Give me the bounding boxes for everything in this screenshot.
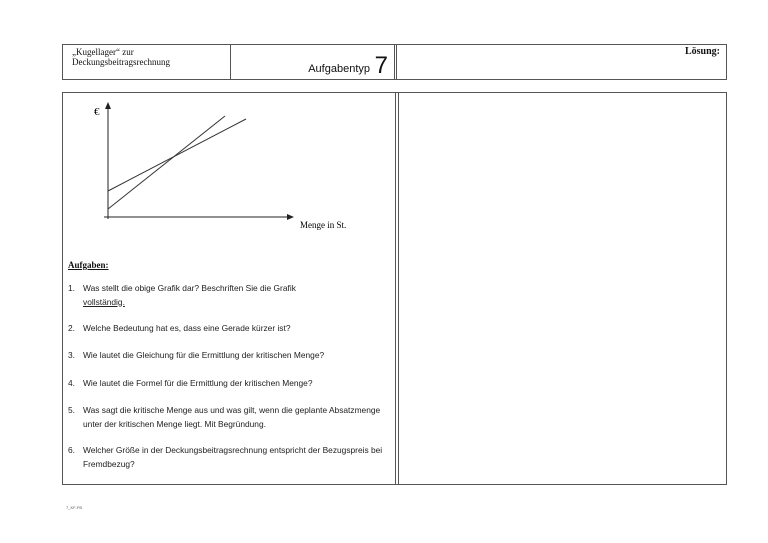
worksheet-title [63,45,231,79]
task-item [68,377,395,391]
task-item [68,282,395,309]
task-item [68,349,368,363]
task-text: Welche Bedeutung hat es, dass eine Gerade kürzer ist? [83,323,291,333]
y-axis-label: € [94,106,100,118]
task-text: Welcher Größe in der Deckungsbeitragsrechnung entspricht der Bezugspreis bei Fremdbezug? [83,445,383,469]
column-divider [395,93,399,484]
worksheet-body [62,92,727,485]
task-number: 3. [68,350,75,360]
task-number: 5. [68,405,75,415]
task-item [68,322,395,336]
x-axis-label: Menge in St. [300,220,347,230]
document-code: 7_KF-FB [66,505,83,510]
task-type-cell [231,45,397,79]
tasks-heading: Aufgaben: [68,260,109,270]
line-long [108,119,246,191]
task-text-wrapper [83,282,395,309]
task-type-label: Aufgabentyp [308,63,370,75]
cost-graph [63,93,395,243]
task-text: Wie lautet die Formel für die Ermittlung der kritischen Menge? [83,378,313,388]
solution-cell [397,45,726,79]
task-text-underlined: vollständig. [83,296,125,307]
task-text: Wie lautet die Gleichung für die Ermittlung der kritischen Menge? [83,350,325,360]
solution-label: Lösung: [684,46,720,57]
task-text: Was stellt die obige Grafik dar? Beschriften Sie die Grafik [83,283,296,293]
x-axis-arrow [287,214,294,220]
title-line-2: Deckungsbeitragsrechnung [72,57,170,67]
title-line-1: „Kugellager“ zur [72,47,134,57]
task-text: Was sagt die kritische Menge aus und was gilt, wenn die geplante Absatzmenge unter der kritischen Menge liegt. Mit Begründung. [83,405,381,429]
task-item [68,444,395,471]
task-type-number: 7 [374,52,388,79]
worksheet-header [62,44,727,80]
line-short [108,116,225,209]
task-number: 2. [68,323,75,333]
task-number: 6. [68,445,75,455]
task-number: 1. [68,283,75,293]
task-number: 4. [68,378,75,388]
task-item [68,404,395,431]
y-axis-arrow [105,102,111,109]
